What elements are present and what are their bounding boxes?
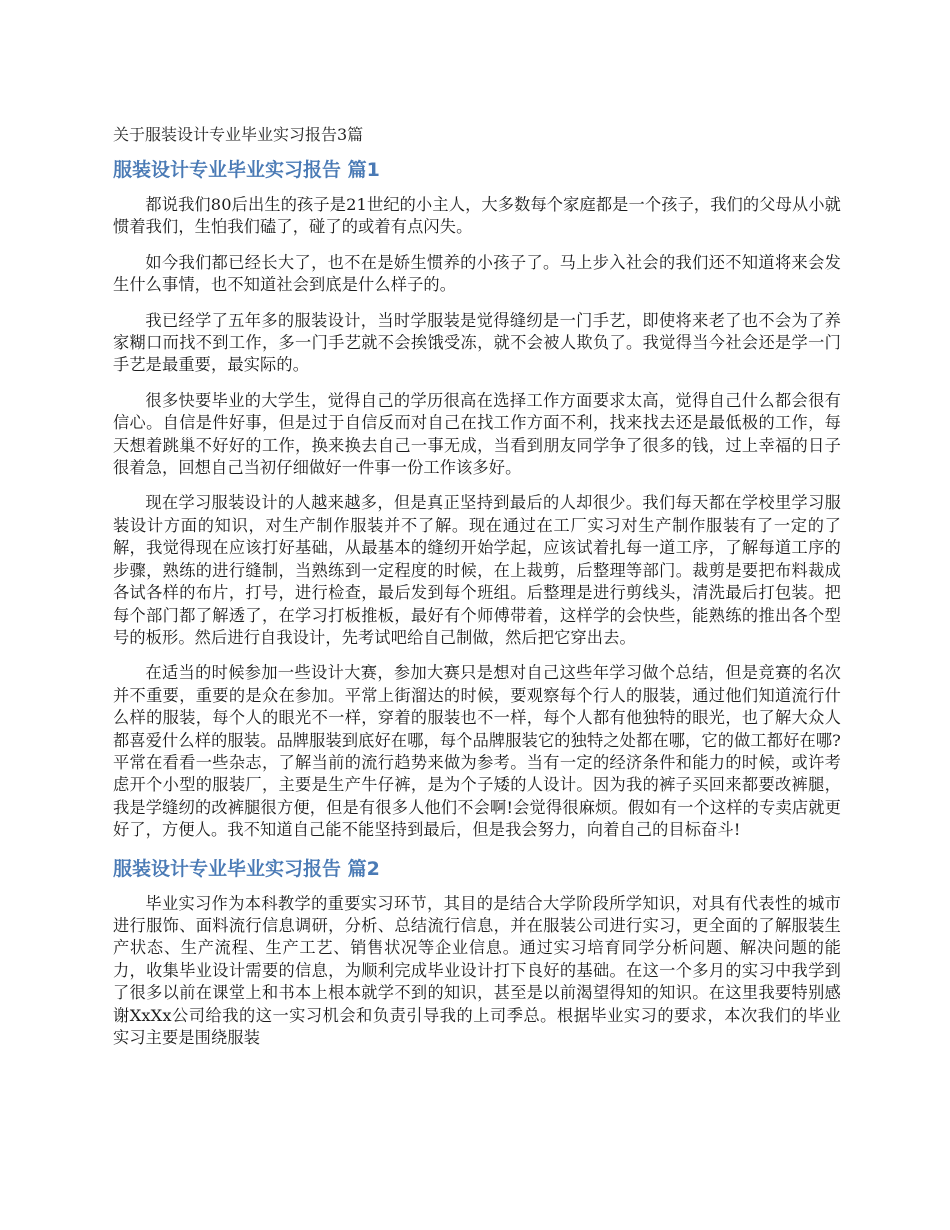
paragraph: 如今我们都已经长大了，也不在是娇生惯养的小孩子了。马上步入社会的我们还不知道将来会发生什么事情，也不知道社会到底是什么样子的。 [113, 252, 841, 295]
paragraph: 在适当的时候参加一些设计大赛，参加大赛只是想对自己这些年学习做个总结，但是竞赛的名次并不重要，重要的是众在参加。平常上街溜达的时候，要观察每个行人的服装，通过他们知道流行什么样的服装，每个人的眼光不一样，穿着的服装也不一样，每个人都有他独特的眼光，也了解大众人都喜爱什么样的服装。品牌服装到底好在哪，每个品牌服装它的独特之处都在哪，它的做工都好在哪?平常在看看一些杂志，了解当前的流行趋势来做为参考。当有一定的经济条件和能力的时候，或许考虑开个小型的服装厂，主要是生产牛仔裤，是为个子矮的人设计。因为我的裤子买回来都要改裤腿，我是学缝纫的改裤腿很方便，但是有很多人他们不会啊!会觉得很麻烦。假如有一个这样的专卖店就更好了，方便人。我不知道自己能不能坚持到最后，但是我会努力，向着自己的目标奋斗! [113, 663, 841, 840]
paragraph: 现在学习服装设计的人越来越多，但是真正坚持到最后的人却很少。我们每天都在学校里学习服装设计方面的知识，对生产制作服装并不了解。现在通过在工厂实习对生产制作服装有了一定的了解，我觉得现在应该打好基础，从最基本的缝纫开始学起，应该试着扎每一道工序，了解每道工序的步骤，熟练的进行缝制，当熟练到一定程度的时候，在上裁剪，后整理等部门。裁剪是要把布料裁成各试各样的布片，打号，进行检查，最后发到每个班组。后整理是进行剪线头，清洗最后打包装。把每个部门都了解透了，在学习打板推板，最好有个师傅带着，这样学的会快些，能熟练的推出各个型号的板形。然后进行自我设计，先考试吧给自己制做，然后把它穿出去。 [113, 493, 841, 647]
section-heading: 服装设计专业毕业实习报告 篇2 [113, 857, 380, 880]
section-heading: 服装设计专业毕业实习报告 篇1 [113, 159, 380, 181]
paragraph: 毕业实习作为本科教学的重要实习环节，其目的是结合大学阶段所学知识，对具有代表性的城市进行服饰、面料流行信息调研，分析、总结流行信息，并在服装公司进行实习，更全面的了解服装生产状态、生产流程、生产工艺、销售状况等企业信息。通过实习培育同学分析问题、解决问题的能力，收集毕业设计需要的信息，为顺利完成毕业设计打下良好的基础。在这一个多月的实习中我学到了很多以前在课堂上和书本上根本就学不到的知识，甚至是以前渴望得知的知识。在这里我要特别感谢XxXx公司给我的这一实习机会和负责引导我的上司季总。根据毕业实习的要求，本次我们的毕业实习主要是围绕服装 [113, 893, 841, 1047]
paragraph: 都说我们80后出生的孩子是21世纪的小主人，大多数每个家庭都是一个孩子，我们的父母从小就惯着我们，生怕我们磕了，碰了的或着有点闪失。 [113, 195, 841, 237]
paragraph: 很多快要毕业的大学生，觉得自己的学历很高在选择工作方面要求太高，觉得自己什么都会很有信心。自信是件好事，但是过于自信反而对自己在找工作方面不利，找来找去还是最低极的工作，每天想着跳巢不好好的工作，换来换去自己一事无成，当看到朋友同学争了很多的钱，过上幸福的日子很着急，回想自己当初仔细做好一件事一份工作该多好。 [113, 390, 841, 478]
section-1 [113, 156, 841, 842]
document-page [113, 122, 841, 1062]
document-title: 关于服装设计专业毕业实习报告3篇 [113, 125, 364, 144]
section-2 [113, 855, 841, 1050]
paragraph: 我已经学了五年多的服装设计，当时学服装是觉得缝纫是一门手艺，即使将来老了也不会为了养家糊口而找不到工作，多一门手艺就不会挨饿受冻，就不会被人欺负了。我觉得当今社会还是学一门手艺是最重要，最实际的。 [113, 310, 841, 375]
